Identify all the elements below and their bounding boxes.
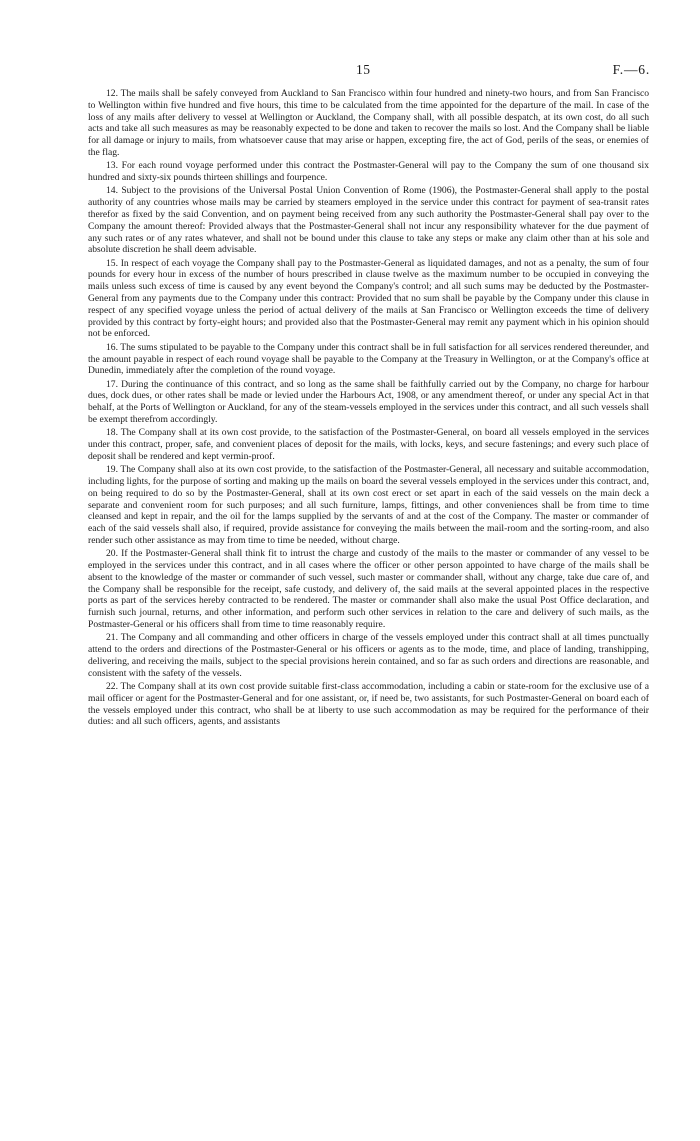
clause-13 (88, 160, 649, 184)
contract-clauses (88, 88, 649, 730)
clause-text: In respect of each voyage the Company shall pay to the Postmaster-General as liquidated damages, and not as a penalty, the sum of four pounds for every hour in excess of the number of hours prescribed in clause twelve as the maximum number to be occupied in conveying the mails unless such excess of time is caused by any event beyond the Company's control; and all such sums may be deducted by the Postmaster-General from any payments due to the Company under this contract: Provided that no sum shall be payable by the Company under this clause in respect of any specified voyage unless the period of actual delivery of the mails at San Francisco or Wellington exceeds the time of delivery provided by this contract by forty-eight hours; and provided also that the Postmaster-General may remit any payment which in his opinion should not be enforced. (88, 257, 649, 340)
clause-22 (88, 681, 649, 728)
clause-number: 17. (106, 378, 118, 390)
clause-17 (88, 379, 649, 426)
clause-16 (88, 342, 649, 377)
clause-number: 13. (106, 160, 118, 172)
clause-text: The mails shall be safely conveyed from Auckland to San Francisco within four hundred and ninety-two hours, and from San Francisco to Wellington within five hundred and five hours, this time to be calculated from the time appointed for the departure of the mail. In case of the loss of any mails after delivery to vessel at Wellington or Auckland, the Company shall, with all possible despatch, at its own cost, do all such acts and take all such measures as may be reasonably expected to be done and taken to recover the mails so lost. And the Company shall be liable for all damage or injury to mails, from whatsoever cause that may arise or happen, excepting fire, the act of God, perils of the seas, or enemies of the flag. (88, 88, 650, 158)
clause-15 (88, 258, 649, 341)
clause-text: Subject to the provisions of the Universal Postal Union Convention of Rome (1906), the Postmaster-General shall apply to the postal authority of any countries whose mails may be carried by steamers employed in the service under this contract for payment of sea-transit rates therefor as fixed by the said Convention, and on payment being received from any such authority the Postmaster-General shall pay over to the Company the amount thereof: Provided always that the Postmaster-General shall not incur any responsibility whatever for the due payment of any such rates or of any rates whatever, and shall not be bound under this clause to take any steps or make any claim other than at his sole and absolute discretion he shall deem advisable. (88, 185, 649, 256)
page-header (0, 62, 700, 82)
clause-text: The Company shall also at its own cost provide, to the satisfaction of the Postmaster-General, all necessary and suitable accommodation, including lights, for the purpose of sorting and making up the mails on board the several vessels employed in the services under this contract, and, on being required to do so by the Postmaster-General, shall at its own cost erect or set apart in each of the said vessels on the main deck a separate and convenient room for such purposes; and all such furniture, lamps, fittings, and other conveniences shall be from time to time cleansed and kept in repair, and the oil for the lamps supplied by the servants of and at the cost of the Company. The master or commander of each of the said vessels shall also, if required, provide assistance for conveying the mails between the mail-room and the sorting-room, and also render such other assistance as may from time to time be needed, without charge. (88, 464, 649, 546)
clause-19 (88, 464, 649, 547)
clause-text: For each round voyage performed under this contract the Postmaster-General will pay to the Company the sum of one thousand six hundred and sixty-six pounds thirteen shillings and fourpence. (88, 160, 649, 184)
clause-text: The sums stipulated to be payable to the Company under this contract shall be in full satisfaction for all services rendered thereunder, and the amount payable in respect of each round voyage shall be payable to the Company at the Treasury in Wellington, or at the Company's office at Dunedin, immediately after the completion of the round voyage. (88, 341, 649, 377)
clause-number: 18. (106, 427, 118, 439)
page-number: 15 (356, 62, 371, 77)
clause-text: During the continuance of this contract, and so long as the same shall be faithfully carried out by the Company, no charge for harbour dues, dock dues, or other rates shall be made or levied under the Harbours Act, 1908, or any amendment thereof, or under any special Act in that behalf, at the Ports of Wellington or Auckland, for any of the steam-vessels employed in the services under this contract, and all such vessels shall be exempt therefrom accordingly. (88, 378, 649, 426)
clause-number: 14. (106, 185, 118, 197)
clause-18 (88, 427, 649, 462)
clause-number: 19. (106, 464, 118, 476)
clause-14 (88, 185, 649, 256)
clause-text: The Company shall at its own cost provide suitable first-class accommodation, including a cabin or state-room for the exclusive use of a mail officer or agent for the Postmaster-General and for one assistant, or, if need be, two assistants, for such Postmaster-General on board each of the vessels employed under this contract, who shall be at liberty to use such accommodation as may be required for the performance of their duties: and all such officers, agents, and assistants (88, 681, 649, 728)
clause-number: 12. (106, 88, 118, 99)
clause-number: 22. (106, 681, 118, 693)
clause-text: The Company shall at its own cost provide, to the satisfaction of the Postmaster-General, on board all vessels employed in the services under this contract, proper, safe, and convenient places of deposit for the mails, with locks, keys, and secure fastenings; and every such place of deposit shall be rendered and kept vermin-proof. (88, 427, 649, 462)
clause-text: The Company and all commanding and other officers in charge of the vessels employed under this contract shall at all times punctually attend to the orders and directions of the Postmaster-General or his officers or agents as to the mode, time, and place of landing, transhipping, delivering, and receiving the mails, subject to the special provisions herein contained, and so far as such orders and directions are reasonable, and consistent with the safety of the vessels. (88, 632, 649, 679)
clause-21 (88, 632, 649, 679)
clause-20 (88, 548, 649, 631)
clause-text: If the Postmaster-General shall think fit to intrust the charge and custody of the mails to the master or commander of any vessel to be employed in the services under this contract, and in all cases where the officer or other person appointed to have charge of the mails shall be absent to the knowledge of the master or commander of such vessel, such master or commander shall, without any charge, take due care of, and the Company shall be responsible for the receipt, safe custody, and delivery of, the said mails at the several appointed places in the respective ports as part of the services hereby contracted to be rendered. The master or commander shall also make the usual Post Office declaration, and furnish such journal, returns, and other information, and perform such other services in relation to the care and delivery of such mails, as the Postmaster-General or his officers shall from time to time reasonably require. (88, 548, 649, 631)
clause-12 (88, 88, 649, 159)
document-reference: F.—6. (612, 62, 650, 77)
clause-number: 16. (106, 341, 118, 353)
clause-number: 20. (106, 548, 118, 560)
clause-number: 21. (106, 632, 118, 644)
clause-number: 15. (106, 257, 118, 269)
